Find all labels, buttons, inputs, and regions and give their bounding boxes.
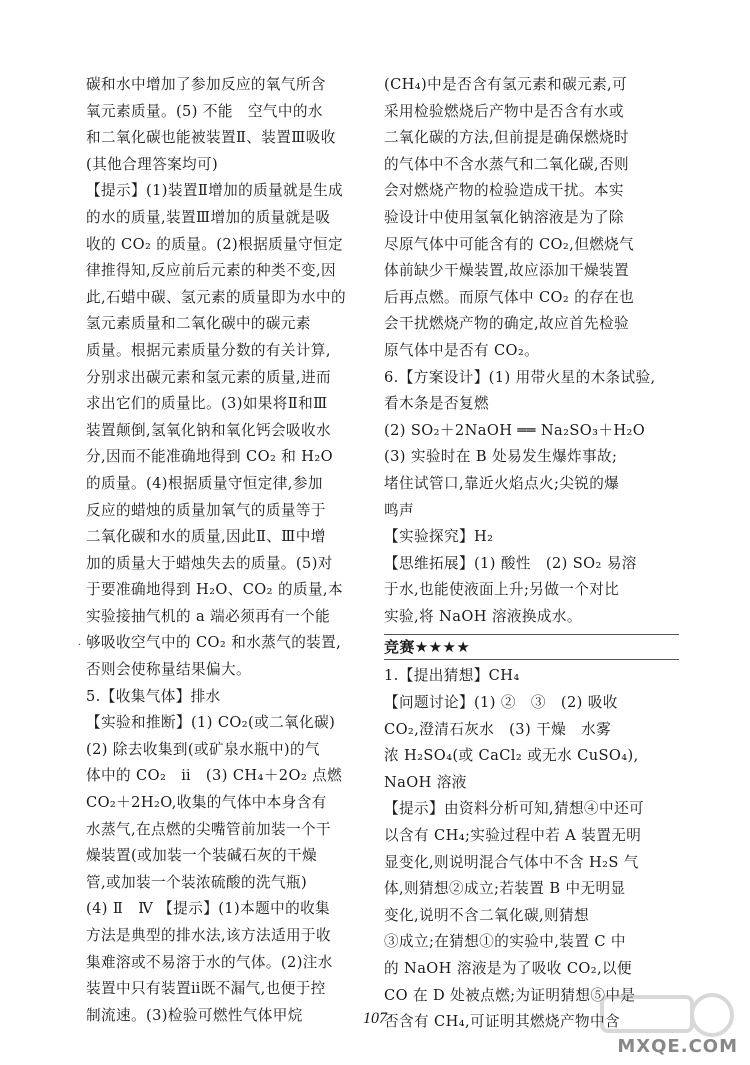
text-line: 以含有 CH₄;实验过程中若 A 装置无明 (384, 827, 642, 845)
text-line: 【实验探究】H₂ (384, 528, 494, 546)
text-line: 集难溶或不易溶于水的气体。(2)注水 (86, 953, 333, 971)
text-line: 氧元素质量。(5) 不能 空气中的水 (86, 102, 323, 120)
text-line: CO 在 D 处被点燃;为证明猜想⑤中是 (384, 986, 636, 1004)
text-line: 于水,也能使液面上升;另做一个对比 (384, 581, 620, 599)
text-line: 堵住试管口,靠近火焰点火;尖锐的爆 (384, 474, 620, 492)
text-line: 制流速。(3)检验可燃性气体甲烷 (86, 1006, 303, 1024)
text-line: 会对燃烧产物的检验造成干扰。本实 (384, 182, 624, 200)
text-line: 否则会使称量结果偏大。 (86, 661, 251, 679)
text-line: 原气体中是否有 CO₂。 (384, 341, 540, 359)
page-number: 107 (363, 1010, 387, 1027)
text-line: 【问题讨论】(1) ② ③ (2) 吸收 (384, 694, 618, 712)
text-line: 质量。根据元素质量分数的有关计算, (86, 341, 331, 359)
text-line: 水蒸气,在点燃的尖嘴管前加装一个干 (86, 820, 331, 838)
text-line: 的气体中不含水蒸气和二氧化碳,否则 (384, 155, 629, 173)
text-line: (2) SO₂＋2NaOH ══ Na₂SO₃＋H₂O (384, 421, 646, 439)
text-line: 加的质量大于蜡烛失去的质量。(5)对 (86, 554, 333, 572)
text-line: 会干扰燃烧产物的确定,故应首先检验 (384, 315, 629, 333)
text-line: (2) 除去收集到(或矿泉水瓶中)的气 (86, 740, 321, 758)
text-line: 管,或加装一个装浓硫酸的洗气瓶) (86, 873, 308, 891)
text-line: 装置颠倒,氢氧化钠和氧化钙会吸收水 (86, 421, 331, 439)
text-line: NaOH 溶液 (384, 773, 467, 791)
text-line: 体中的 CO₂ ⅱ (3) CH₄＋2O₂ 点燃 (86, 767, 343, 785)
text-line: 显变化,则说明混合气体中不含 H₂S 气 (384, 853, 639, 871)
text-line: 够吸收空气中的 CO₂ 和水蒸气的装置, (86, 634, 342, 652)
section-heading: 竞赛★★★★ (384, 634, 679, 660)
text-line: 6.【方案设计】(1) 用带火星的木条试验, (384, 368, 656, 386)
text-line: 于要准确地得到 H₂O、CO₂ 的质量,本 (86, 581, 343, 599)
text-line: 的质量。(4)根据质量守恒定律,参加 (86, 474, 323, 492)
text-line: 变化,说明不含二氧化碳,则猜想 (384, 906, 589, 924)
text-line: 求出它们的质量比。(3)如果将Ⅱ和Ⅲ (86, 395, 328, 413)
right-column (384, 72, 679, 1036)
text-line: 方法是典型的排水法,该方法适用于收 (86, 927, 331, 944)
text-line: 装置中只有装置ⅱ既不漏气,也便于控 (86, 980, 326, 998)
text-line: CO₂,澄清石灰水 (3) 干燥 水雾 (384, 720, 612, 738)
text-line: 尽原气体中可能含有的 CO₂,但燃烧气 (384, 235, 635, 253)
text-line: 鸣声 (384, 501, 414, 519)
text-line: 反应的蜡烛的质量加氧气的质量等于 (86, 501, 326, 519)
text-line: (4) Ⅱ Ⅳ 【提示】(1)本题中的收集 (86, 900, 331, 918)
text-line: 看木条是否复燃 (384, 395, 489, 413)
left-column (86, 72, 376, 1029)
text-line: 验设计中使用氢氧化钠溶液是为了除 (384, 208, 624, 226)
watermark-text: MXQE.COM (617, 1036, 738, 1057)
text-line: 实验,将 NaOH 溶液换成水。 (384, 607, 582, 625)
margin-dot: · (78, 640, 82, 651)
text-line: 【提示】由资料分析可知,猜想④中还可 (384, 800, 644, 818)
text-line: 采用检验燃烧后产物中是否含有水或 (384, 102, 624, 120)
text-line: 分别求出碳元素和氢元素的质量,进而 (86, 368, 331, 386)
text-line: 此,石蜡中碳、氢元素的质量即为水中的 (86, 288, 346, 306)
text-line: 体,则猜想②成立;若装置 B 中无明显 (384, 880, 626, 898)
text-line: 【实验和推断】(1) CO₂(或二氧化碳) (86, 714, 336, 732)
text-line: 否含有 CH₄,可证明其燃烧产物中含 (384, 1013, 620, 1031)
text-line: ③成立;在猜想①的实验中,装置 C 中 (384, 933, 626, 951)
text-line: 燥装置(或加装一个装碱石灰的干燥 (86, 847, 318, 865)
text-line: CO₂＋2H₂O,收集的气体中本身含有 (86, 794, 327, 812)
text-line: 碳和水中增加了参加反应的氧气所含 (86, 76, 326, 93)
text-line: 氢元素质量和二氧化碳中的碳元素 (86, 315, 311, 333)
text-line: (3) 实验时在 B 处易发生爆炸事故; (384, 448, 618, 466)
text-line: 和二氧化碳也能被装置Ⅱ、装置Ⅲ吸收 (86, 129, 336, 147)
text-line: 二氧化碳和水的质量,因此Ⅱ、Ⅲ中增 (86, 528, 326, 546)
text-line: 收的 CO₂ 的质量。(2)根据质量守恒定 (86, 235, 344, 253)
text-line: (CH₄)中是否含有氢元素和碳元素,可 (384, 76, 628, 93)
text-line: 浓 H₂SO₄(或 CaCl₂ 或无水 CuSO₄), (384, 747, 639, 765)
text-line: 【思维拓展】(1) 酸性 (2) SO₂ 易溶 (384, 554, 637, 572)
text-line: 的 NaOH 溶液是为了吸收 CO₂,以便 (384, 960, 633, 977)
text-line: 【提示】(1)装置Ⅱ增加的质量就是生成 (86, 182, 344, 200)
text-line: 实验接抽气机的 a 端必须再有一个能 (86, 607, 331, 625)
text-line: 1.【提出猜想】CH₄ (384, 667, 520, 685)
text-line: 律推得知,反应前后元素的种类不变,因 (86, 262, 336, 280)
text-line: 5.【收集气体】排水 (86, 687, 221, 705)
text-line: (其他合理答案均可) (86, 155, 219, 173)
text-line: 体前缺少干燥装置,故应添加干燥装置 (384, 262, 629, 280)
text-line: 二氧化碳的方法,但前提是确保燃烧时 (384, 129, 629, 147)
text-line: 分,因而不能准确地得到 CO₂ 和 H₂O (86, 448, 334, 466)
text-line: 的水的质量,装置Ⅲ增加的质量就是吸 (86, 208, 331, 226)
text-line: 后再点燃。而原气体中 CO₂ 的存在也 (384, 288, 635, 306)
